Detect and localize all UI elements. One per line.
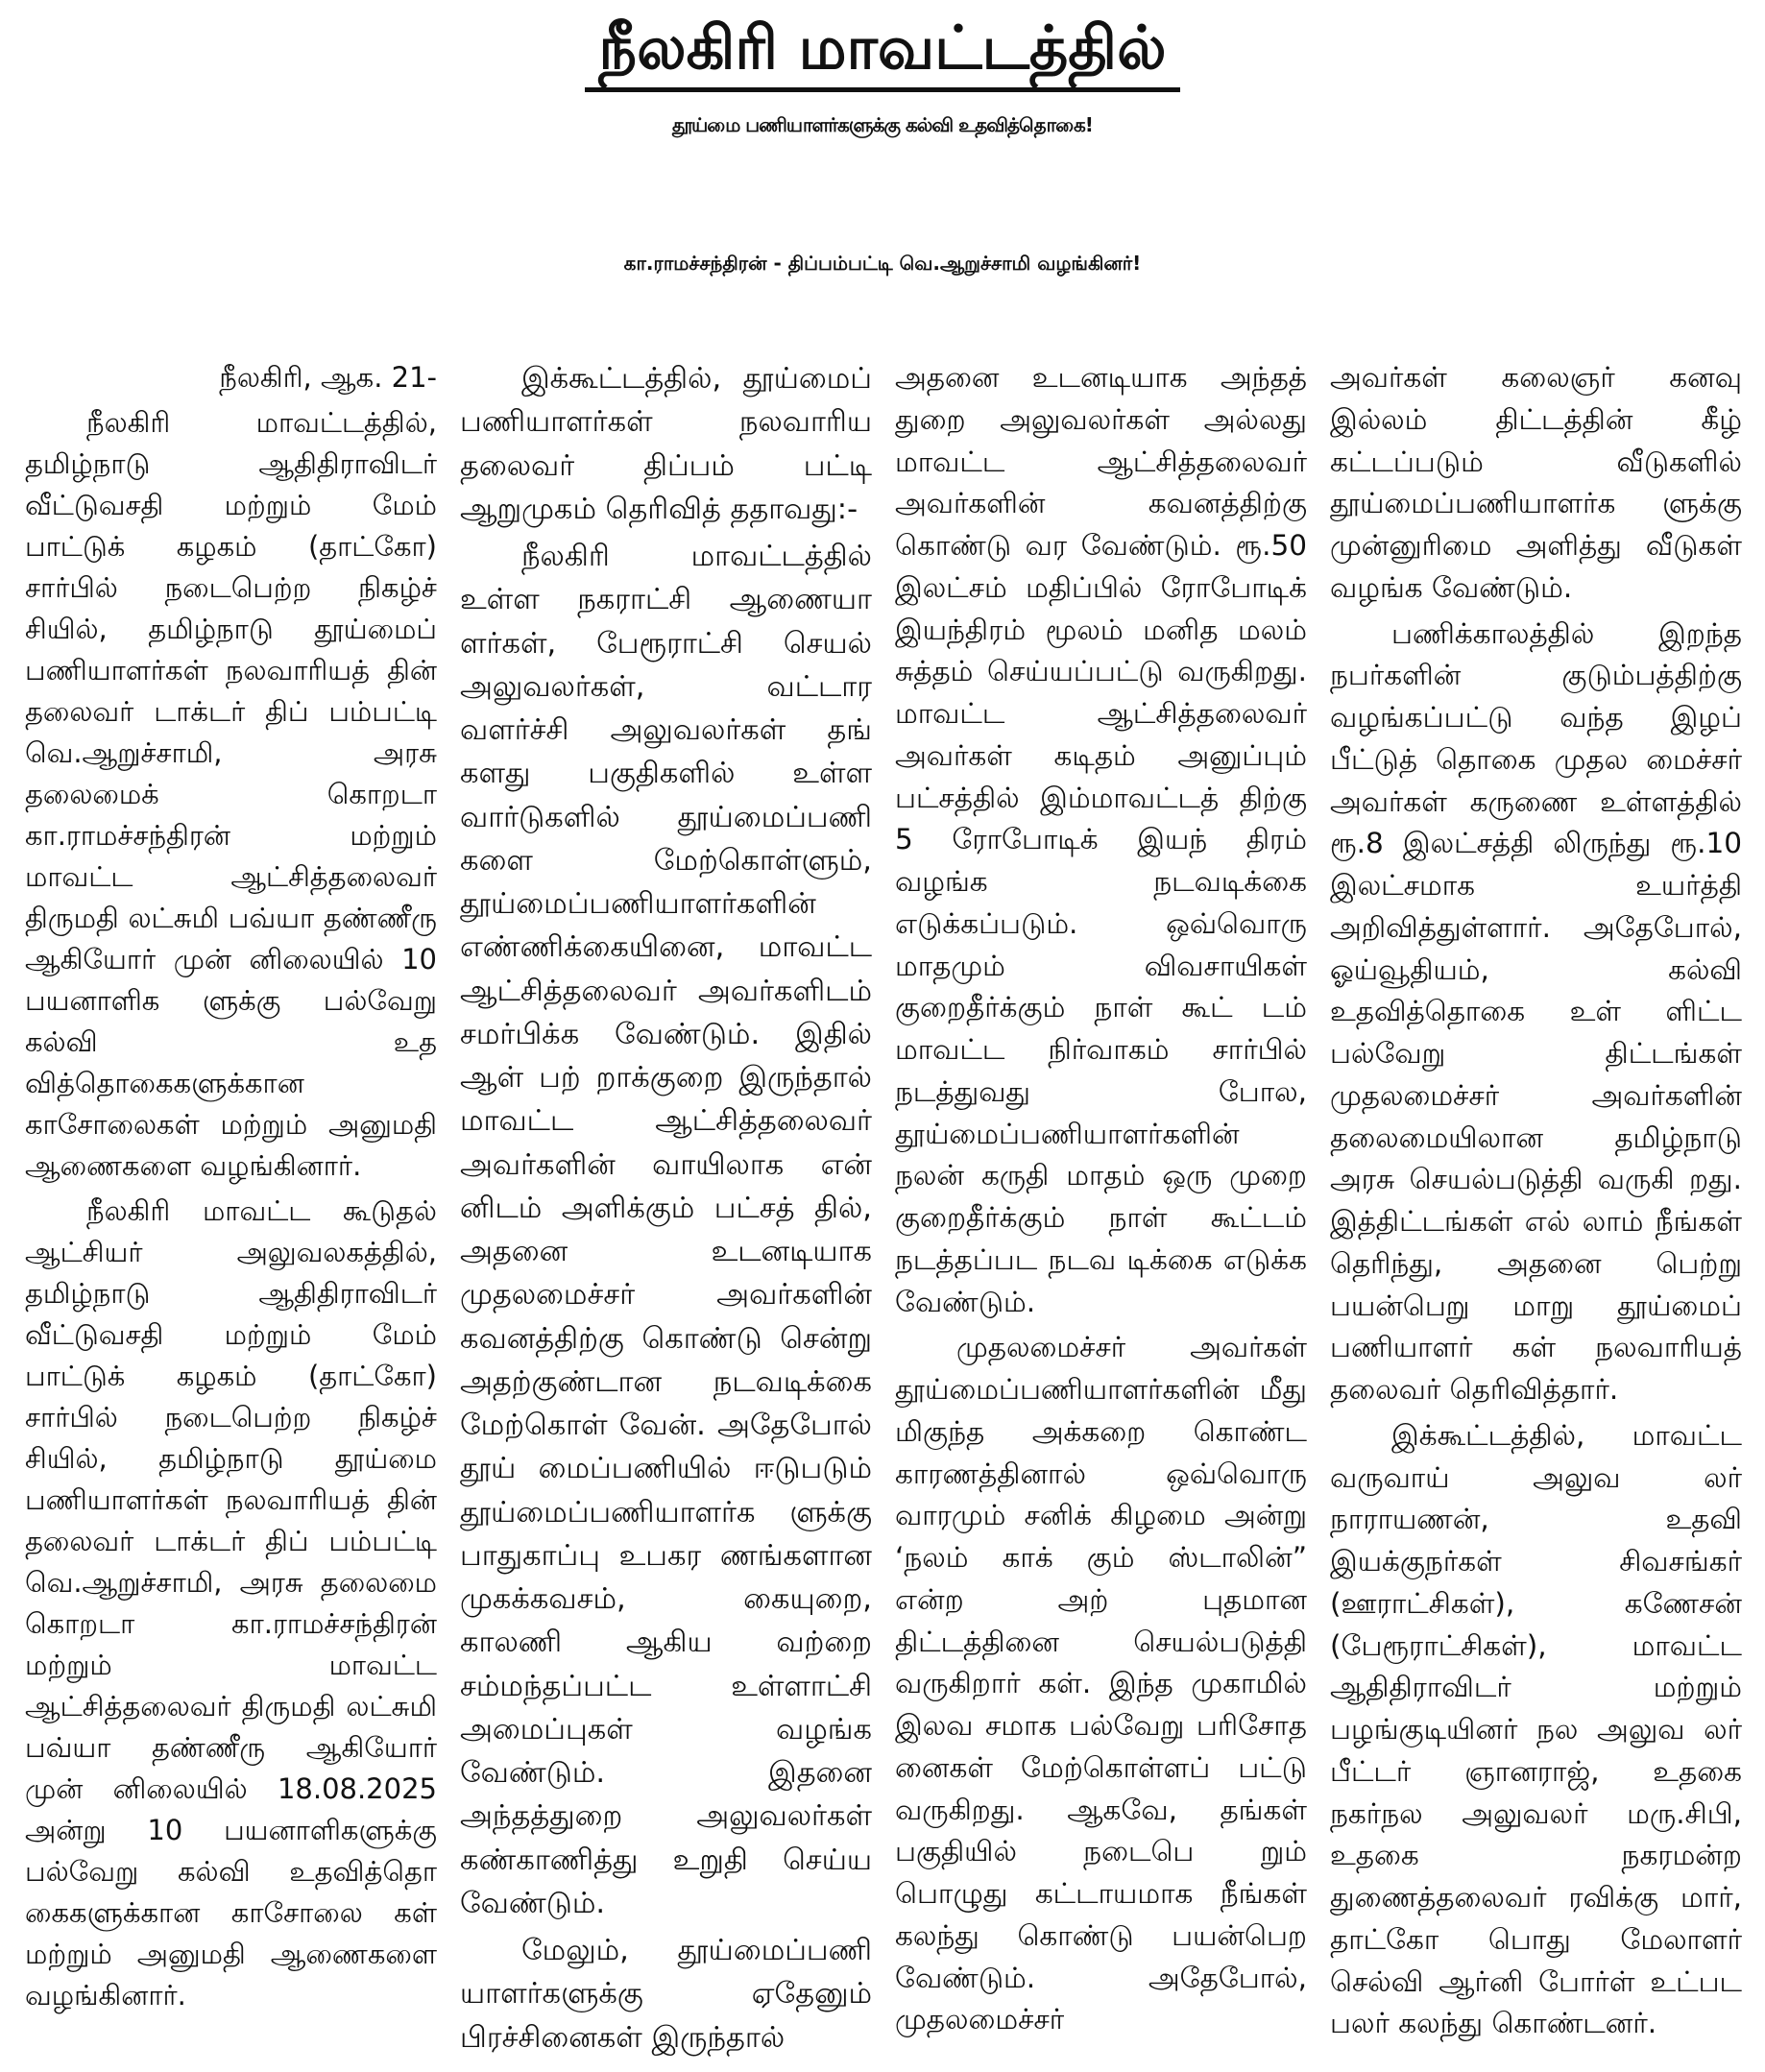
paragraph: நீலகிரி மாவட்டத்தில், தமிழ்நாடு ஆதிதிராவிடர் வீட்டுவசதி மற்றும் மேம் பாட்டுக் கழகம் (தாட்கோ) சார்பில் நடைபெற்ற நிகழ்ச் சியில், தமிழ்நாடு தூய்மைப் பணியாளர்கள் நலவாரியத் தின் தலைவர் டாக்டர் திப் பம்பட்டி வெ.ஆறுச்சாமி, அரசு தலைமைக் கொறடா கா.ராமச்சந்திரன் மற்றும் மாவட்ட ஆட்சித்தலைவர் திருமதி லட்சுமி பவ்யா தண்ணீரு ஆகியோர் முன் னிலையில் 10 பயனாளிக ளுக்கு பல்வேறு கல்வி உத வித்தொகைகளுக்கான காசோலைகள் மற்றும் அனுமதி ஆணைகளை வழங்கினார். (25, 406, 437, 1182)
paragraph: நீலகிரி மாவட்ட கூடுதல் ஆட்சியர் அலுவலகத்தில், தமிழ்நாடு ஆதிதிராவிடர் வீட்டுவசதி மற்றும் மேம் பாட்டுக் கழகம் (தாட்கோ) சார்பில் நடைபெற்ற நிகழ்ச் சியில், தமிழ்நாடு தூய்மை பணியாளர்கள் நலவாரியத் தின் தலைவர் டாக்டர் திப் பம்பட்டி வெ.ஆறுச்சாமி, அரசு தலைமை கொறடா கா.ராமச்சந்திரன் மற்றும் மாவட்ட ஆட்சித்தலைவர் திருமதி லட்சுமி பவ்யா தண்ணீரு ஆகியோர் முன் னிலையில் 18.08.2025 அன்று 10 பயனாளிகளுக்கு பல்வேறு கல்வி உதவித்தொ கைகளுக்கான காசோலை கள் மற்றும் அனுமதி ஆணைகளை வழங்கினார். (25, 1194, 437, 2012)
paragraph: பணிக்காலத்தில் இறந்த நபர்களின் குடும்பத்திற்கு வழங்கப்பட்டு வந்த இழப் பீட்டுத் தொகை முதல மைச்சர் அவர்கள் கருணை உள்ளத்தில் ரூ.8 இலட்சத்தி லிருந்து ரூ.10 இலட்சமாக உயர்த்தி அறிவித்துள்ளார். அதேபோல், ஓய்வூதியம், கல்வி உதவித்தொகை உள் ளிட்ட பல்வேறு திட்டங்கள் முதலமைச்சர் அவர்களின் தலைமையிலான தமிழ்நாடு அரசு செயல்படுத்தி வருகி றது. இத்திட்டங்கள் எல் லாம் நீங்கள் தெரிந்து, அதனை பெற்று பயன்பெறு மாறு தூய்மைப் பணியாளர் கள் நலவாரியத் தலைவர் தெரிவித்தார். (1330, 616, 1742, 1406)
kicker-location: நீலகிரி மாவட்டத்தில் (585, 13, 1179, 92)
kicker-wrap (0, 13, 1765, 92)
column-4 (1318, 357, 1753, 2062)
column-3 (883, 357, 1318, 2062)
headline: தூய்மை பணியாளர்களுக்கு கல்வி உதவித்தொகை! (672, 113, 1093, 136)
paragraph: அதனை உடனடியாக அந்தத் துறை அலுவலர்கள் அல்லது மாவட்ட ஆட்சித்தலைவர் அவர்களின் கவனத்திற்கு கொண்டு வர வேண்டும். ரூ.50 இலட்சம் மதிப்பில் ரோபோடிக் இயந்திரம் மூலம் மனித மலம் சுத்தம் செய்யப்பட்டு வருகிறது. மாவட்ட ஆட்சித்தலைவர் அவர்கள் கடிதம் அனுப்பும் பட்சத்தில் இம்மாவட்டத் திற்கு 5 ரோபோடிக் இயந் திரம் வழங்க நடவடிக்கை எடுக்கப்படும். ஒவ்வொரு மாதமும் விவசாயிகள் குறைதீர்க்கும் நாள் கூட் டம் மாவட்ட நிர்வாகம் சார்பில் நடத்துவது போல, தூய்மைப்பணியாளர்களின் நலன் கருதி மாதம் ஒரு முறை குறைதீர்க்கும் நாள் கூட்டம் நடத்தப்பட நடவ டிக்கை எடுக்க வேண்டும். (895, 361, 1307, 1318)
paragraph: முதலமைச்சர் அவர்கள் தூய்மைப்பணியாளர்களின் மீது மிகுந்த அக்கறை கொண்ட காரணத்தினால் ஒவ்வொரு வாரமும் சனிக் கிழமை அன்று ‘நலம் காக் கும் ஸ்டாலின்” என்ற அற் புதமான திட்டத்தினை செயல்படுத்தி வருகிறார் கள். இந்த முகாமில் இலவ சமாக பல்வேறு பரிசோத னைகள் மேற்கொள்ளப் பட்டு வருகிறது. ஆகவே, தங்கள் பகுதியில் நடைபெ றும் பொழுது கட்டாயமாக நீங்கள் கலந்து கொண்டு பயன்பெற வேண்டும். அதேபோல், முதலமைச்சர் (895, 1331, 1307, 2036)
paragraph: மேலும், தூய்மைப்பணி யாளர்களுக்கு ஏதேனும் பிரச்சினைகள் இருந்தால் (460, 1934, 872, 2055)
paragraph: அவர்கள் கலைஞர் கனவு இல்லம் திட்டத்தின் கீழ் கட்டப்படும் வீடுகளில் தூய்மைப்பணியாளர்க ளுக்கு முன்னுரிமை அளித்து வீடுகள் வழங்க வேண்டும். (1330, 361, 1742, 604)
paragraph: நீலகிரி மாவட்டத்தில் உள்ள நகராட்சி ஆணையா ளர்கள், பேரூராட்சி செயல் அலுவலர்கள், வட்டார வளர்ச்சி அலுவலர்கள் தங் களது பகுதிகளில் உள்ள வார்டுகளில் தூய்மைப்பணி களை மேற்கொள்ளும், தூய்மைப்பணியாளர்களின் எண்ணிக்கையினை, மாவட்ட ஆட்சித்தலைவர் அவர்களிடம் சமர்பிக்க வேண்டும். இதில் ஆள் பற் றாக்குறை இருந்தால் மாவட்ட ஆட்சித்தலைவர் அவர்களின் வாயிலாக என் னிடம் அளிக்கும் பட்சத் தில், அதனை உடனடியாக முதலமைச்சர் அவர்களின் கவனத்திற்கு கொண்டு சென்று அதற்குண்டான நடவடிக்கை மேற்கொள் வேன். அதேபோல் தூய் மைப்பணியில் ஈடுபடும் தூய்மைப்பணியாளர்க ளுக்கு பாதுகாப்பு உபகர ணங்களான முகக்கவசம், கையுறை, காலணி ஆகிய வற்றை சம்மந்தப்பட்ட உள்ளாட்சி அமைப்புகள் வழங்க வேண்டும். இதனை அந்தத்துறை அலுவலர்கள் கண்காணித்து உறுதி செய்ய வேண்டும். (460, 540, 872, 1920)
subheadline: கா.ராமச்சந்திரன் - திப்பம்பட்டி வெ.ஆறுச்சாமி வழங்கினர்! (623, 252, 1142, 275)
paragraph: இக்கூட்டத்தில், தூய்மைப் பணியாளர்கள் நலவாரிய தலைவர் திப்பம் பட்டி ஆறுமுகம் தெரிவித் ததாவது:- (460, 362, 872, 526)
column-2 (448, 357, 883, 2062)
article-columns (13, 357, 1753, 2062)
paragraph: இக்கூட்டத்தில், மாவட்ட வருவாய் அலுவ லர் நாராயணன், உதவி இயக்குநர்கள் சிவசங்கர் (ஊராட்சிகள்), கணேசன் (பேரூராட்சிகள்), மாவட்ட ஆதிதிராவிடர் மற்றும் பழங்குடியினர் நல அலுவ லர் பீட்டர் ஞானராஜ், உதகை நகர்நல அலுவலர் மரு.சிபி, உதகை நகரமன்ற துணைத்தலைவர் ரவிக்கு மார், தாட்கோ பொது மேலாளர் செல்வி ஆர்னி போர்ள் உட்பட பலர் கலந்து கொண்டனர். (1330, 1418, 1742, 2040)
column-1 (13, 357, 448, 2062)
dateline: நீலகிரி, ஆக. 21- (219, 361, 437, 394)
